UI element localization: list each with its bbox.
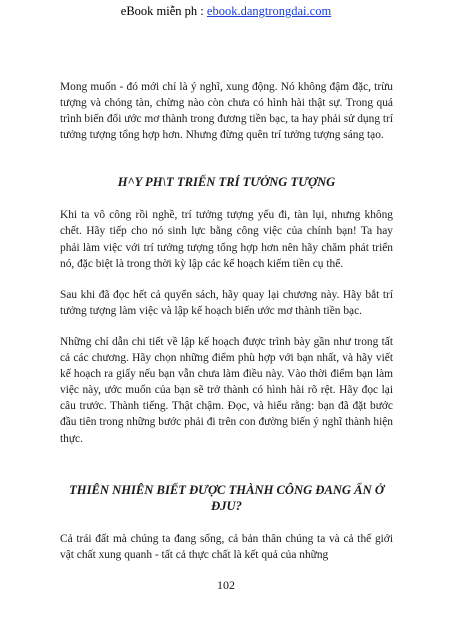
header-text: eBook miễn ph : <box>120 4 207 18</box>
section-heading-imagination: H^Y PH\T TRIỂN TRÍ TƯỞNG TƯỢNG <box>117 175 336 190</box>
page-number: 102 <box>217 578 235 592</box>
paragraph-return: Sau khi đã đọc hết cả quyển sách, hãy quay lại chương này. Hãy bắt trí tưởng tượng làm việc và lập kế hoạch biến ước mơ thành tiền bạc. <box>60 288 393 317</box>
paragraph-intro: Mong muốn - đó mới chỉ là ý nghĩ, xung động. Nó không đậm đặc, trừu tượng và chóng tàn, chừng nào còn chưa có hình hài thật sự. Trong quá trình biến đổi ước mơ thành trong đương tiền bạc, ta hay phải sử dụng trí tưởng tượng tổng hợp hơn. Nhưng đừng quên trí tưởng tượng sáng tạo. <box>60 81 393 142</box>
page-header <box>0 3 452 19</box>
paragraph-plan: Những chỉ dẫn chi tiết về lập kế hoạch được trình bày gần như trong tất cả các chương. Hãy chọn những điểm phù hợp với bạn nhất, và hãy viết kế hoạch ra giấy nếu bạn vẫn chưa làm điều này. Vào thời điểm bạn làm việc này, ước muốn của bạn sẽ trở thành có hình hài rõ rệt. Hãy đọc lại câu trước. Thành tiếng. Thật chậm. Đọc, và hiểu rằng: bạn đã đặt bước đầu tiên trong những bước phải đi trên con đường biến ý nghĩ thành hiện thực. <box>60 335 393 445</box>
paragraph-earth: Cả trái đất mà chúng ta đang sống, cả bản thân chúng ta và cả thế giới vật chất xung quanh - tất cả thực chất là kết quả của những <box>60 532 393 561</box>
header-link[interactable]: ebook.dangtrongdai.com <box>206 4 332 18</box>
paragraph-develop: Khi ta vô công rồi nghề, trí tưởng tượng yếu đi, tàn lụi, nhưng không chết. Hãy tiếp cho nó sinh lực bằng công việc của chính bạn! Ta hay phải làm việc với trí tưởng tượng tổng hợp hơn nên hãy chăm phát triển nó, đặc biệt là trong thời kỳ lập các kế hoạch kiếm tiền cụ thể. <box>60 209 393 270</box>
section-heading-nature: THIÊN NHIÊN BIẾT ĐƯỢC THÀNH CÔNG ĐANG ẨN Ở ĐJU? <box>69 482 384 513</box>
page-body <box>60 79 393 563</box>
